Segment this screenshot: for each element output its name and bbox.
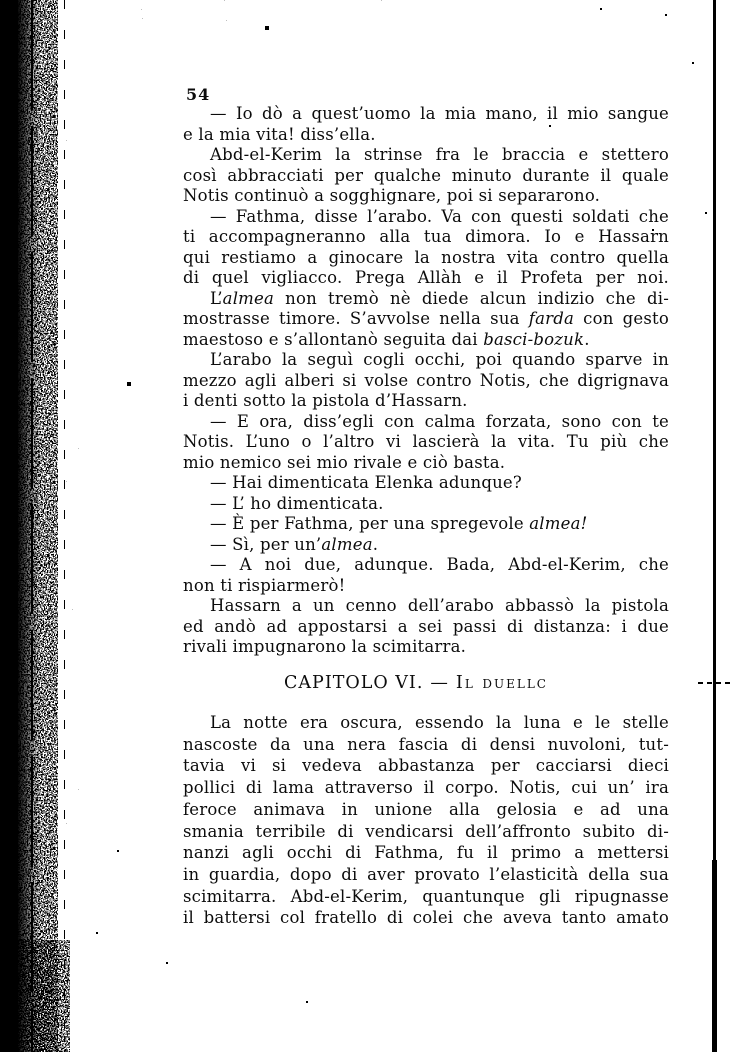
page-edge-line-thick — [712, 860, 717, 1052]
text-segment: — Hai dimenticata Elenka adunque? — [210, 473, 522, 492]
text-segment: Hassarn a un cenno dell’arabo abbassò la pistola — [210, 596, 669, 615]
text-line — [183, 734, 669, 756]
text-segment: smania terribile di vendicarsi dell’affronto subito di- — [183, 821, 669, 841]
text-line — [183, 268, 669, 289]
text-line — [183, 371, 669, 392]
chapter-label: CAPITOLO VI. — [284, 673, 424, 693]
text-segment: feroce animava in unione alla gelosia e ad una — [183, 799, 669, 819]
text-segment: — Sì, per un’ — [210, 534, 322, 554]
gutter-dashed-line — [64, 0, 65, 1052]
text-line — [183, 842, 669, 864]
text-segment: . — [372, 534, 379, 554]
text-line — [183, 330, 669, 351]
text-segment: tavia vi si vedeva abbastanza per cacciarsi dieci — [183, 756, 669, 776]
gutter-rule-line — [31, 0, 33, 1052]
text-segment: scimitarra. Abd-el-Kerim, quantunque gli ripugnasse — [183, 886, 669, 906]
text-line — [183, 432, 669, 453]
page-number: 54 — [186, 85, 211, 104]
text-line — [183, 799, 669, 821]
text-segment: rivali impugnarono la scimitarra. — [183, 637, 467, 656]
text-segment: maestoso e s’allontanò seguita dai — [183, 329, 484, 349]
text-segment: di quel vigliacco. Prega Allàh e il Profeta per noi. — [183, 268, 669, 287]
text-line — [183, 248, 669, 269]
text-line — [183, 886, 669, 908]
text-line — [183, 617, 669, 638]
text-segment: e la mia vita! diss’ella. — [183, 124, 376, 144]
text-line — [183, 186, 669, 207]
text-line — [183, 576, 669, 597]
text-segment: La notte era oscura, essendo la luna e le stelle — [210, 713, 669, 732]
text-line — [183, 145, 669, 166]
chapter-heading — [173, 673, 659, 693]
text-segment: ed andò ad appostarsi a sei passi di distanza: i due — [183, 616, 669, 636]
text-line — [183, 207, 669, 228]
text-segment: — È per Fathma, per una spregevole — [210, 514, 530, 533]
body-text-block-1 — [183, 104, 669, 658]
chapter-title: Il duellc — [455, 673, 548, 693]
text-line — [183, 473, 669, 494]
italic-text-segment: basci-bozuk — [483, 329, 585, 349]
text-segment: mio nemico sei mio rivale e ciò basta. — [183, 452, 506, 472]
italic-text-segment: almea! — [529, 514, 588, 533]
text-line — [183, 104, 669, 125]
text-segment: L’ — [210, 288, 223, 308]
text-line — [183, 712, 669, 734]
text-segment: — A noi due, adunque. Bada, Abd-el-Kerim, che — [210, 555, 669, 574]
text-segment: mezzo agli alberi si volse contro Notis, che digrignava — [183, 370, 669, 390]
italic-text-segment: almea — [321, 534, 373, 554]
text-segment: i denti sotto la pistola d’Hassarn. — [183, 391, 468, 410]
text-line — [183, 514, 669, 535]
text-line — [183, 596, 669, 617]
text-line — [183, 907, 669, 929]
gutter-shadow — [0, 0, 18, 1052]
text-segment: in guardia, dopo di aver provato l’elasticità della sua — [183, 864, 669, 884]
text-line — [183, 755, 669, 777]
text-segment: . — [584, 329, 590, 349]
text-segment: ti accompagneranno alla tua dimora. Io e Hassarn — [183, 227, 669, 246]
text-segment: — Fathma, disse l’arabo. Va con questi soldati che — [210, 206, 669, 226]
text-segment: mostrasse timore. S’avvolse nella sua — [183, 309, 529, 328]
heading-dash: — — [430, 673, 449, 693]
text-line — [183, 535, 669, 556]
text-line — [183, 166, 669, 187]
text-segment: Abd-el-Kerim la strinse fra le braccia e stettero — [210, 145, 669, 164]
text-line — [183, 494, 669, 515]
text-line — [183, 637, 669, 658]
text-segment: non tremò nè diede alcun indizio che di- — [274, 288, 669, 308]
text-segment: L’arabo la seguì cogli occhi, poi quando sparve in — [210, 350, 669, 369]
registration-cross-mark — [698, 682, 732, 684]
text-line — [183, 864, 669, 886]
text-line — [183, 309, 669, 330]
text-segment: Notis continuò a sogghignare, poi si separarono. — [183, 186, 601, 205]
text-line — [183, 125, 669, 146]
text-line — [183, 777, 669, 799]
body-text-block-2 — [183, 712, 669, 929]
italic-text-segment: farda — [528, 309, 575, 328]
text-line — [183, 227, 669, 248]
text-line — [183, 555, 669, 576]
text-segment: — Io dò a quest’uomo la mia mano, il mio sangue — [210, 104, 669, 123]
text-line — [183, 350, 669, 371]
italic-text-segment: almea — [222, 288, 275, 308]
noise-specks — [0, 0, 2, 2]
text-line — [183, 453, 669, 474]
text-segment: qui restiamo a ginocare la nostra vita contro quella — [183, 247, 669, 267]
text-segment: pollici di lama attraverso il corpo. Notis, cui un’ ira — [183, 778, 669, 798]
text-line — [183, 289, 669, 310]
text-segment: nanzi agli occhi di Fathma, fu il primo a mettersi — [183, 843, 669, 863]
text-segment: il battersi col fratello di colei che aveva tanto amato — [183, 908, 669, 928]
text-segment: così abbracciati per qualche minuto durante il quale — [183, 165, 669, 185]
text-segment: nascoste da una nera fascia di densi nuvoloni, tut- — [183, 734, 669, 754]
text-line — [183, 391, 669, 412]
text-line — [183, 821, 669, 843]
text-segment: Notis. L’uno o l’altro vi lascierà la vita. Tu più che — [183, 432, 669, 451]
text-segment: con gesto — [574, 309, 669, 328]
text-segment: — L’ ho dimenticata. — [210, 493, 384, 513]
text-line — [183, 412, 669, 433]
text-segment: non ti rispiarmerò! — [183, 575, 346, 595]
text-segment: — E ora, diss’egli con calma forzata, sono con te — [210, 411, 669, 431]
